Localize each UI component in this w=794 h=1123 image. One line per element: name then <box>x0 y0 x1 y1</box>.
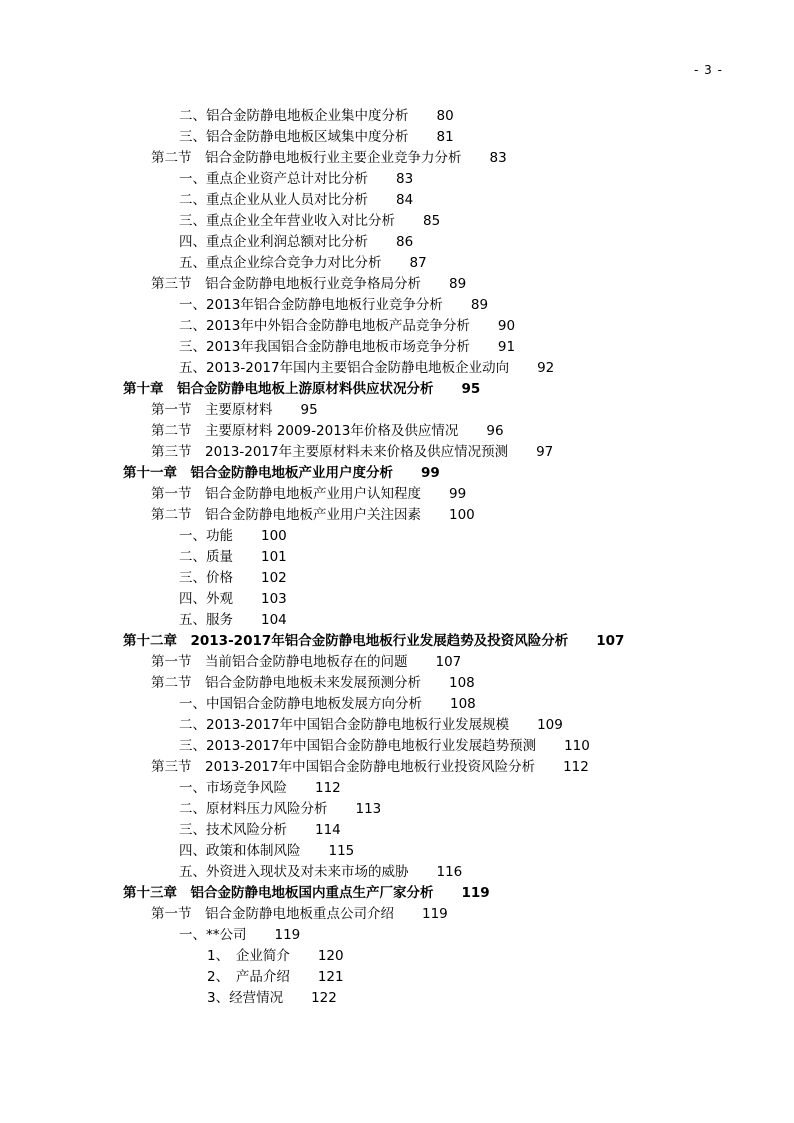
toc-subsection[interactable] <box>0 820 794 841</box>
toc-section[interactable] <box>0 505 794 526</box>
toc-entry-title: 第二节 铝合金防静电地板行业主要企业竞争力分析 <box>151 150 462 166</box>
toc-section[interactable] <box>0 673 794 694</box>
table-of-contents <box>0 106 794 1009</box>
toc-subsection[interactable] <box>0 799 794 820</box>
toc-chapter[interactable] <box>0 379 794 400</box>
toc-subsection[interactable] <box>0 568 794 589</box>
toc-entry-page: 112 <box>563 759 589 775</box>
toc-entry-page: 113 <box>355 801 382 817</box>
toc-section[interactable] <box>0 442 794 463</box>
toc-subsection[interactable] <box>0 358 794 379</box>
toc-entry-title: 2、 产品介绍 <box>207 969 290 985</box>
toc-entry-page: 81 <box>436 129 454 145</box>
toc-subsection[interactable] <box>0 946 794 967</box>
toc-entry-page: 122 <box>311 990 337 1006</box>
toc-entry-page: 103 <box>261 591 287 607</box>
toc-subsection[interactable] <box>0 988 794 1009</box>
toc-entry-page: 86 <box>396 234 414 250</box>
toc-entry-page: 84 <box>396 192 414 208</box>
toc-entry-title: 二、2013年中外铝合金防静电地板产品竞争分析 <box>179 318 470 334</box>
toc-chapter[interactable] <box>0 463 794 484</box>
toc-entry-page: 120 <box>317 948 344 964</box>
toc-entry-title: 第十三章 铝合金防静电地板国内重点生产厂家分析 <box>123 885 434 901</box>
toc-subsection[interactable] <box>0 211 794 232</box>
toc-entry-title: 一、**公司 <box>179 927 247 943</box>
toc-entry-title: 第三节 铝合金防静电地板行业竞争格局分析 <box>151 276 421 292</box>
toc-entry-title: 二、重点企业从业人员对比分析 <box>179 192 368 208</box>
toc-entry-page: 107 <box>596 633 625 649</box>
toc-entry-title: 二、原材料压力风险分析 <box>179 801 328 817</box>
toc-entry-page: 99 <box>421 465 440 481</box>
toc-entry-title: 三、2013-2017年中国铝合金防静电地板行业发展趋势预测 <box>179 738 537 754</box>
toc-entry-page: 121 <box>317 969 344 985</box>
toc-subsection[interactable] <box>0 232 794 253</box>
toc-entry-page: 104 <box>261 612 287 628</box>
toc-entry-page: 112 <box>315 780 341 796</box>
toc-entry-page: 100 <box>449 507 475 523</box>
toc-entry-page: 109 <box>537 717 563 733</box>
toc-entry-title: 四、重点企业利润总额对比分析 <box>179 234 368 250</box>
toc-entry-page: 91 <box>497 339 516 355</box>
toc-entry-title: 一、市场竞争风险 <box>179 780 287 796</box>
toc-entry-title: 第一节 铝合金防静电地板重点公司介绍 <box>151 906 394 922</box>
toc-subsection[interactable] <box>0 337 794 358</box>
toc-entry-title: 二、铝合金防静电地板企业集中度分析 <box>179 108 409 124</box>
toc-entry-title: 三、技术风险分析 <box>179 822 287 838</box>
toc-entry-title: 一、重点企业资产总计对比分析 <box>179 171 368 187</box>
toc-entry-title: 第二节 主要原材料 2009-2013年价格及供应情况 <box>151 423 459 439</box>
toc-entry-page: 92 <box>537 360 555 376</box>
toc-entry-page: 83 <box>396 171 414 187</box>
toc-entry-title: 3、经营情况 <box>207 990 284 1006</box>
toc-entry-page: 110 <box>564 738 590 754</box>
toc-entry-title: 二、质量 <box>179 549 233 565</box>
toc-subsection[interactable] <box>0 253 794 274</box>
toc-section[interactable] <box>0 904 794 925</box>
toc-entry-title: 五、外资进入现状及对未来市场的威胁 <box>179 864 409 880</box>
toc-entry-title: 第一节 铝合金防静电地板产业用户认知程度 <box>151 486 421 502</box>
toc-entry-title: 二、2013-2017年中国铝合金防静电地板行业发展规模 <box>179 717 510 733</box>
toc-entry-title: 三、铝合金防静电地板区域集中度分析 <box>179 129 409 145</box>
toc-section[interactable] <box>0 652 794 673</box>
toc-entry-page: 108 <box>449 675 475 691</box>
toc-entry-title: 三、2013年我国铝合金防静电地板市场竞争分析 <box>179 339 470 355</box>
toc-entry-title: 三、价格 <box>179 570 233 586</box>
toc-chapter[interactable] <box>0 883 794 904</box>
toc-chapter[interactable] <box>0 631 794 652</box>
toc-entry-page: 119 <box>274 927 301 943</box>
toc-entry-title: 第三节 2013-2017年中国铝合金防静电地板行业投资风险分析 <box>151 759 536 775</box>
toc-section[interactable] <box>0 421 794 442</box>
toc-subsection[interactable] <box>0 127 794 148</box>
toc-entry-page: 115 <box>328 843 355 859</box>
toc-subsection[interactable] <box>0 925 794 946</box>
toc-section[interactable] <box>0 148 794 169</box>
toc-entry-title: 第十章 铝合金防静电地板上游原材料供应状况分析 <box>123 381 434 397</box>
toc-subsection[interactable] <box>0 967 794 988</box>
toc-entry-page: 108 <box>450 696 476 712</box>
toc-entry-title: 五、2013-2017年国内主要铝合金防静电地板企业动向 <box>179 360 510 376</box>
toc-entry-page: 90 <box>497 318 516 334</box>
toc-section[interactable] <box>0 400 794 421</box>
toc-entry-title: 第十一章 铝合金防静电地板产业用户度分析 <box>123 465 393 481</box>
toc-section[interactable] <box>0 484 794 505</box>
toc-subsection[interactable] <box>0 589 794 610</box>
toc-entry-page: 101 <box>261 549 287 565</box>
toc-entry-title: 四、政策和体制风险 <box>179 843 301 859</box>
toc-entry-page: 89 <box>470 297 489 313</box>
toc-entry-page: 100 <box>261 528 287 544</box>
toc-entry-page: 80 <box>436 108 454 124</box>
toc-entry-page: 95 <box>300 402 318 418</box>
toc-entry-title: 三、重点企业全年营业收入对比分析 <box>179 213 395 229</box>
toc-subsection[interactable] <box>0 169 794 190</box>
toc-entry-title: 五、重点企业综合竞争力对比分析 <box>179 255 382 271</box>
toc-subsection[interactable] <box>0 106 794 127</box>
toc-entry-page: 102 <box>261 570 287 586</box>
toc-entry-title: 第一节 当前铝合金防静电地板存在的问题 <box>151 654 408 670</box>
toc-subsection[interactable] <box>0 778 794 799</box>
toc-entry-page: 99 <box>449 486 467 502</box>
toc-entry-page: 114 <box>315 822 341 838</box>
toc-entry-page: 85 <box>423 213 441 229</box>
toc-entry-page: 89 <box>449 276 467 292</box>
toc-entry-title: 一、功能 <box>179 528 233 544</box>
toc-subsection[interactable] <box>0 526 794 547</box>
toc-subsection[interactable] <box>0 316 794 337</box>
toc-entry-title: 第二节 铝合金防静电地板未来发展预测分析 <box>151 675 421 691</box>
toc-subsection[interactable] <box>0 610 794 631</box>
toc-section[interactable] <box>0 274 794 295</box>
toc-entry-page: 107 <box>435 654 462 670</box>
toc-entry-title: 五、服务 <box>179 612 233 628</box>
toc-subsection[interactable] <box>0 295 794 316</box>
toc-entry-page: 97 <box>536 444 554 460</box>
toc-entry-page: 83 <box>489 150 507 166</box>
toc-entry-title: 1、 企业简介 <box>207 948 290 964</box>
toc-subsection[interactable] <box>0 862 794 883</box>
toc-entry-title: 第一节 主要原材料 <box>151 402 273 418</box>
toc-entry-page: 119 <box>461 885 490 901</box>
toc-subsection[interactable] <box>0 841 794 862</box>
toc-entry-title: 第二节 铝合金防静电地板产业用户关注因素 <box>151 507 421 523</box>
toc-entry-title: 一、中国铝合金防静电地板发展方向分析 <box>179 696 422 712</box>
toc-entry-page: 96 <box>486 423 504 439</box>
toc-entry-page: 87 <box>409 255 427 271</box>
toc-section[interactable] <box>0 757 794 778</box>
toc-entry-page: 116 <box>436 864 463 880</box>
toc-subsection[interactable] <box>0 715 794 736</box>
toc-entry-title: 一、2013年铝合金防静电地板行业竞争分析 <box>179 297 443 313</box>
toc-subsection[interactable] <box>0 547 794 568</box>
toc-entry-page: 119 <box>422 906 448 922</box>
toc-subsection[interactable] <box>0 190 794 211</box>
toc-entry-title: 第三节 2013-2017年主要原材料未来价格及供应情况预测 <box>151 444 509 460</box>
toc-entry-page: 95 <box>461 381 481 397</box>
toc-entry-title: 四、外观 <box>179 591 233 607</box>
page-number: - 3 - <box>694 63 723 77</box>
toc-entry-title: 第十二章 2013-2017年铝合金防静电地板行业发展趋势及投资风险分析 <box>123 633 569 649</box>
toc-subsection[interactable] <box>0 694 794 715</box>
toc-subsection[interactable] <box>0 736 794 757</box>
